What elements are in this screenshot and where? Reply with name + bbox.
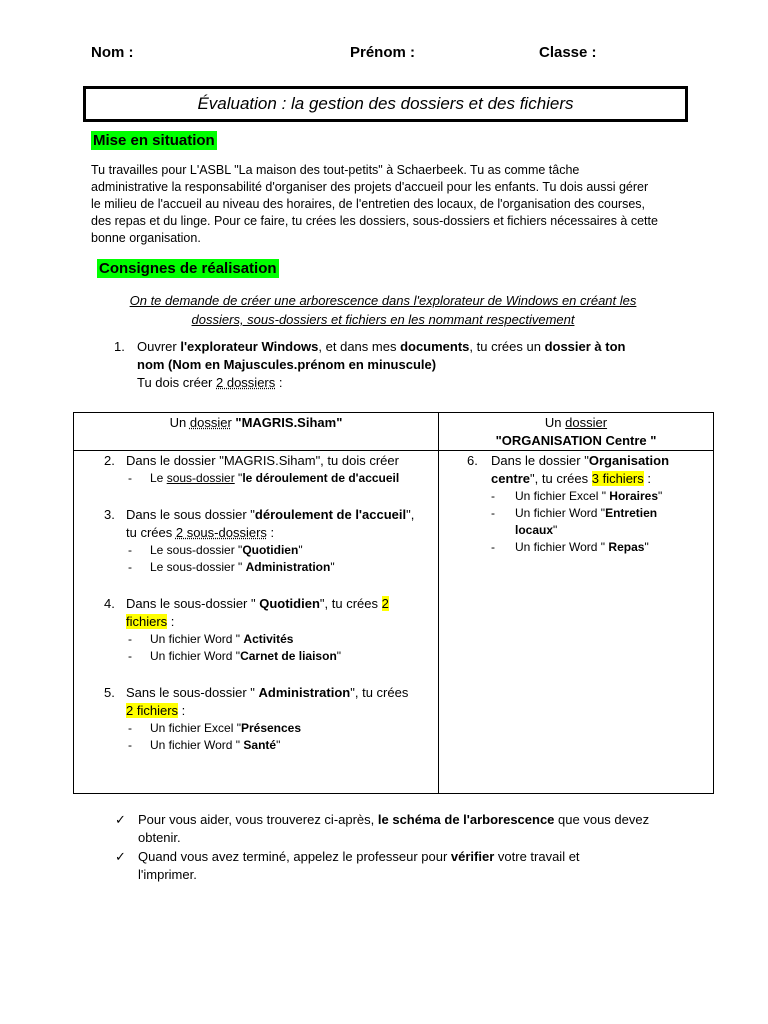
step-6-sub2-cont: locaux" — [515, 523, 558, 537]
step-3-sub2: - Le sous-dossier " Administration" — [128, 560, 335, 574]
step-6-sub3: - Un fichier Word " Repas" — [491, 540, 649, 554]
step-3-sub1: - Le sous-dossier "Quotidien" — [128, 543, 303, 557]
step-6-line2: centre", tu crées 3 fichiers : — [491, 471, 651, 486]
classe-label: Classe : — [539, 44, 597, 61]
step-1-line2: nom (Nom en Majuscules.prénom en minuscule) — [137, 357, 437, 372]
step-5-sub1: - Un fichier Excel "Présences — [128, 721, 302, 735]
step-5-sub2: - Un fichier Word " Santé" — [128, 738, 281, 752]
step-6: 6. Dans le dossier "Organisation — [467, 453, 670, 468]
consignes-intro — [83, 291, 683, 329]
step-1-line1: Ouvrer l'explorateur Windows, et dans mes documents, tu crées un dossier à ton — [137, 339, 626, 354]
folders-table — [73, 412, 714, 794]
col2-header: Un dossier "ORGANISATION Centre " — [439, 413, 714, 451]
step-4-sub2: - Un fichier Word "Carnet de liaison" — [128, 649, 342, 663]
checkmark-icon: ✓ — [115, 849, 126, 864]
consignes-heading-text: Consignes de réalisation — [99, 260, 277, 277]
step-6-sub2: - Un fichier Word "Entretien — [491, 506, 658, 520]
step-6-sub1: - Un fichier Excel " Horaires" — [491, 489, 663, 503]
situation-line: administrative la responsabilité d'organiser des projets d'accueil pour les enfants. Tu dois aussi gérer — [91, 180, 649, 194]
step-5: 5. Sans le sous-dossier " Administration", tu crées — [104, 685, 409, 700]
section-heading-consignes — [97, 260, 279, 278]
step-1-line3: Tu dois créer 2 dossiers : — [137, 375, 283, 390]
checkmark-icon: ✓ — [115, 812, 126, 827]
checklist-item-1: ✓ Pour vous aider, vous trouverez ci-après, le schéma de l'arborescence que vous devez obtenir. — [115, 812, 650, 845]
step-number: 1. — [114, 339, 125, 354]
situation-line: le milieu de l'accueil au niveau des horaires, de l'entretien des locaux, de l'organisation des courses, — [91, 197, 646, 211]
checklist-item-2: ✓ Quand vous avez terminé, appelez le professeur pour vérifier votre travail et l'imprimer. — [115, 849, 580, 882]
col1-body — [74, 451, 439, 794]
situation-heading-text: Mise en situation — [93, 132, 215, 149]
situation-line: bonne organisation. — [91, 231, 201, 245]
table-body-row — [74, 451, 714, 794]
step-4-line2: fichiers : — [126, 614, 175, 629]
document-title: Évaluation : la gestion des dossiers et des fichiers — [83, 86, 688, 122]
col1-header: Un dossier "MAGRIS.Siham" — [74, 413, 439, 451]
situation-line: des repas et du linge. Pour ce faire, tu crées les dossiers, sous-dossiers et fichiers nécessaires à cette — [91, 214, 658, 228]
step-3: 3. Dans le sous dossier "déroulement de l'accueil", — [104, 507, 415, 522]
situation-line: Tu travailles pour L'ASBL "La maison des tout-petits" à Schaerbeek. Tu as comme tâche — [91, 163, 580, 177]
intro-line: dossiers, sous-dossiers et fichiers en les nommant respectivement — [191, 312, 575, 327]
step-4: 4. Dans le sous-dossier " Quotidien", tu crées 2 — [104, 596, 389, 611]
step-2-sub: - Le sous-dossier "le déroulement de d'accueil — [128, 471, 400, 485]
situation-paragraph — [91, 162, 731, 247]
col2-body — [439, 451, 714, 794]
prenom-label: Prénom : — [350, 44, 416, 61]
section-heading-situation — [91, 132, 217, 150]
nom-label: Nom : — [91, 44, 134, 61]
step-5-line2: 2 fichiers : — [126, 703, 186, 718]
intro-line: On te demande de créer une arborescence dans l'explorateur de Windows en créant les — [129, 293, 637, 308]
table-header-row — [74, 413, 714, 451]
step-2: 2. Dans le dossier "MAGRIS.Siham", tu dois créer — [104, 453, 399, 468]
step-4-sub1: - Un fichier Word " Activités — [128, 632, 294, 646]
step-3-line2: tu crées 2 sous-dossiers : — [126, 525, 275, 540]
step-1 — [114, 338, 674, 392]
